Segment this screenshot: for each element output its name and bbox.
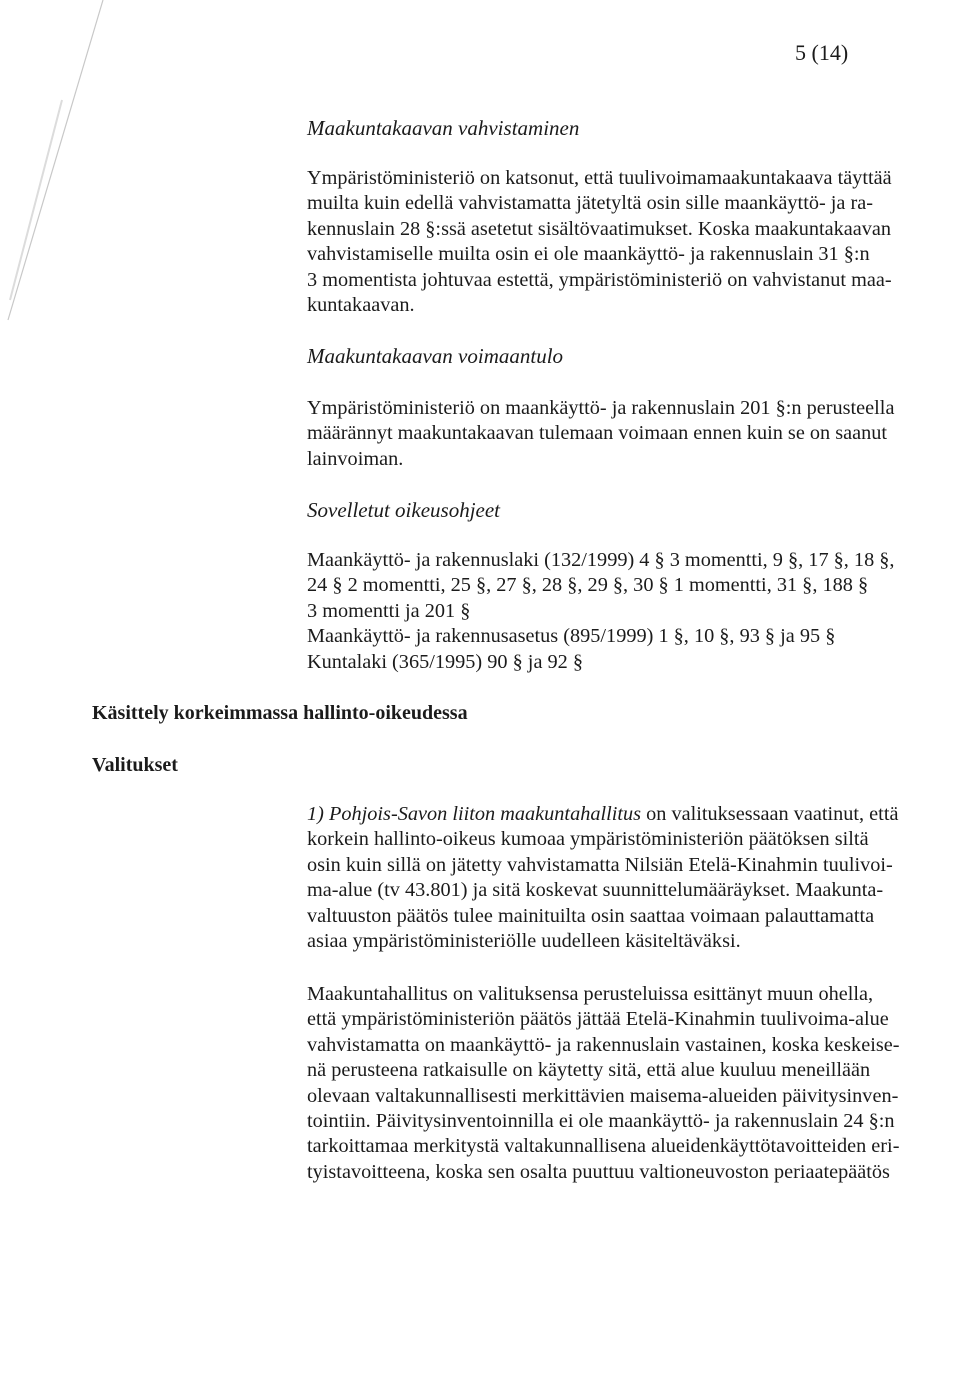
text-line: 24 § 2 momentti, 25 §, 27 §, 28 §, 29 §, 30 § 1 momentti, 31 §, 188 § (307, 574, 869, 597)
text-fragment: on valituksessaan vaatinut, että (641, 803, 899, 825)
text-line: osin kuin sillä on jätetty vahvistamatta Nilsiän Etelä-Kinahmin tuulivoi- (307, 853, 893, 876)
paragraph-oikeusohjeet (307, 548, 957, 675)
text-line: kennuslain 28 §:ssä asetetut sisältövaatimukset. Koska maakuntakaavan (307, 217, 892, 240)
text-line: tyistavoitteena, koska sen osalta puuttuu valtioneuvoston periaatepäätös (307, 1160, 890, 1183)
text-line: olevaan valtakunnallisesti merkittävien maisema-alueiden päivitysinven- (307, 1084, 899, 1107)
text-line: 3 momentti ja 201 § (307, 599, 471, 622)
paragraph-voimaantulo (307, 396, 957, 472)
text-line: tointiin. Päivitysinventoinnilla ei ole maankäyttö- ja rakennuslain 24 §:n (307, 1110, 895, 1133)
appeal-number: 1) (307, 803, 329, 825)
text-line: korkein hallinto-oikeus kumoaa ympäristöministeriön päätöksen siltä (307, 828, 869, 851)
appellant-name: Pohjois-Savon liiton maakuntahallitus (328, 803, 642, 825)
paragraph-valitus-2 (307, 982, 957, 1185)
text-line: vahvistamiselle muilta osin ei ole maankäyttö- ja rakennuslain 31 §:n (307, 243, 870, 266)
text-line: vahvistamatta on maankäyttö- ja rakennuslain vastainen, koska keskeise- (307, 1033, 900, 1056)
section-heading-vahvistaminen: Maakuntakaavan vahvistaminen (307, 116, 580, 140)
page-number: 5 (14) (795, 40, 849, 65)
text-line: Maankäyttö- ja rakennuslaki (132/1999) 4 § 3 momentti, 9 §, 17 §, 18 §, (307, 549, 895, 571)
text-line: tarkoittamaa merkitystä valtakunnallisena alueidenkäyttötavoitteiden eri- (307, 1135, 900, 1158)
paragraph-vahvistaminen (307, 166, 957, 318)
text-line (307, 802, 957, 827)
text-line: lainvoiman. (307, 447, 404, 470)
text-line: ma-alue (tv 43.801) ja sitä koskevat suunnittelumääräykset. Maakunta- (307, 879, 884, 902)
section-heading-voimaantulo: Maakuntakaavan voimaantulo (307, 344, 564, 368)
section-heading-valitukset: Valitukset (92, 754, 178, 776)
text-line: valtuuston päätös tulee mainituilta osin saattaa voimaan palauttamatta (307, 904, 875, 927)
text-line: 3 momentista johtuvaa estettä, ympäristöministeriö on vahvistanut maa- (307, 268, 892, 291)
text-line: että ympäristöministeriön päätös jättää Etelä-Kinahmin tuulivoima-alue (307, 1008, 889, 1031)
section-heading-oikeusohjeet: Sovelletut oikeusohjeet (307, 498, 501, 522)
text-line: Ympäristöministeriö on katsonut, että tuulivoimamaakuntakaava täyttää (307, 167, 892, 189)
text-line: kuntakaavan. (307, 294, 415, 317)
text-line: Maankäyttö- ja rakennusasetus (895/1999) 1 §, 10 §, 93 § ja 95 § (307, 625, 836, 648)
text-line: Maakuntahallitus on valituksensa perusteluissa esittänyt muun ohella, (307, 983, 874, 1005)
text-line: Kuntalaki (365/1995) 90 § ja 92 § (307, 650, 584, 673)
scan-artifact-lines (0, 0, 140, 340)
text-line: asiaa ympäristöministeriölle uudelleen käsiteltäväksi. (307, 930, 741, 953)
section-heading-kasittely: Käsittely korkeimmassa hallinto-oikeudessa (92, 702, 468, 724)
text-line: muilta kuin edellä vahvistamatta jätetyltä osin sille maankäyttö- ja ra- (307, 192, 874, 215)
text-line: nä perusteena ratkaisulle on käytetty sitä, että alue kuuluu meneillään (307, 1059, 871, 1082)
paragraph-valitus-1 (307, 802, 957, 954)
text-line: määrännyt maakuntakaavan tulemaan voimaan ennen kuin se on saanut (307, 422, 888, 445)
text-line: Ympäristöministeriö on maankäyttö- ja rakennuslain 201 §:n perusteella (307, 397, 895, 419)
